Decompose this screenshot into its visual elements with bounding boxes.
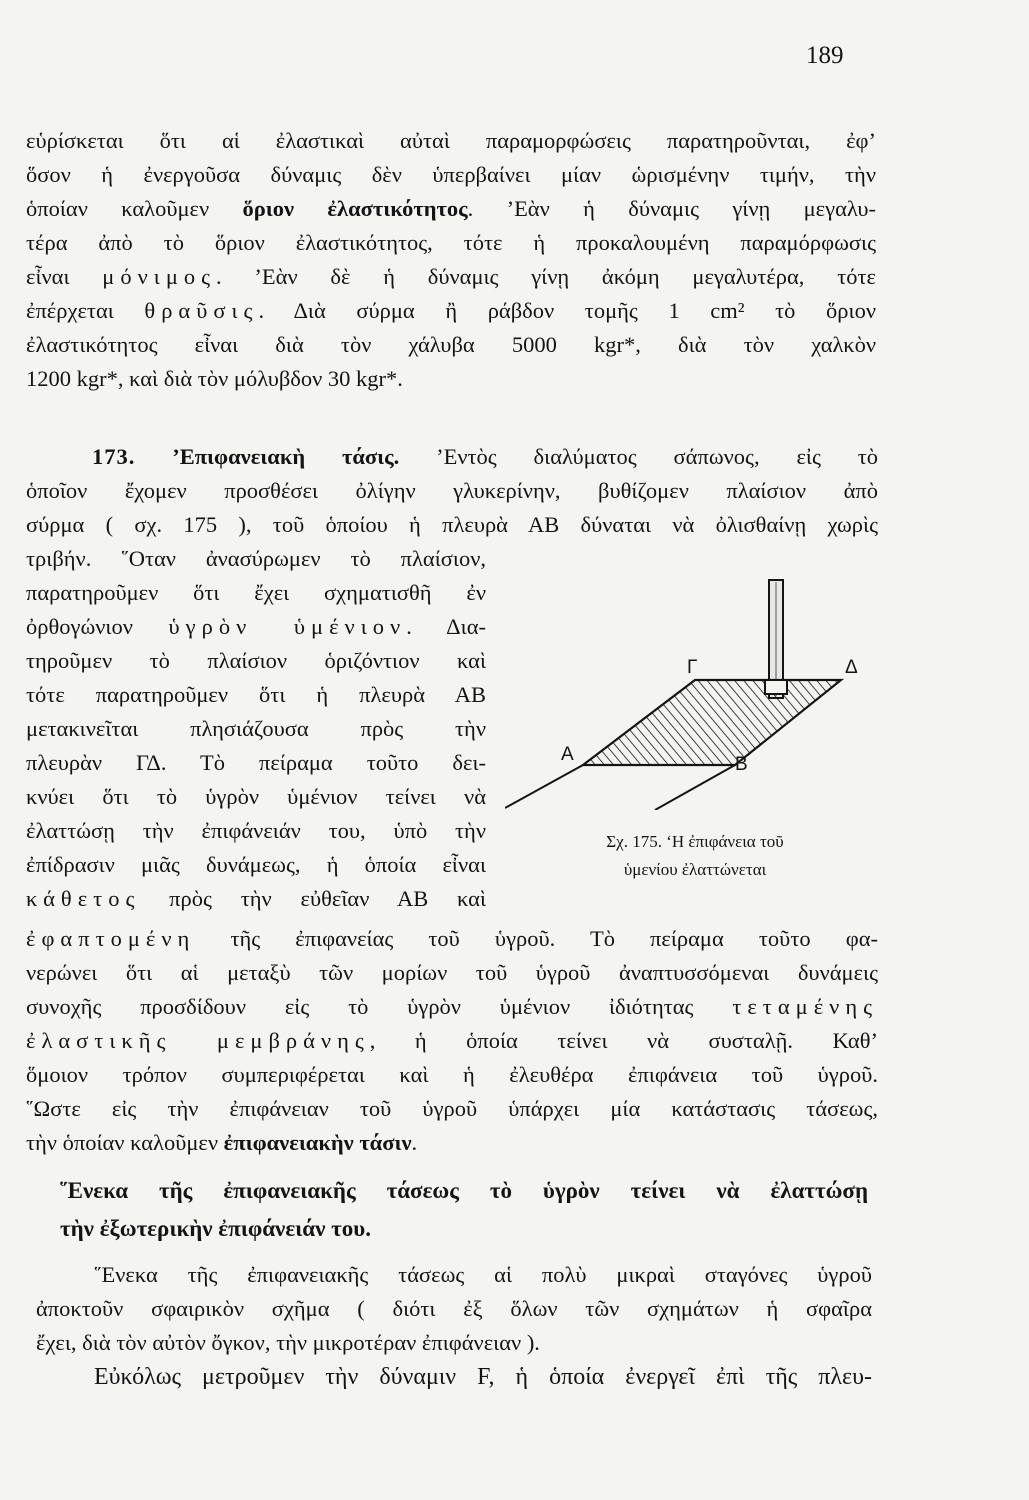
text-line: τηροῦμεν τὸ πλαίσιον ὁριζόντιον καὶ	[26, 648, 486, 673]
text-line: εὑρίσκεται ὅτι αἱ ἐλαστικαὶ αὐταὶ παραμορφώσεις παρατηροῦνται, ἐφ’	[26, 128, 876, 153]
text-line: τριβήν. ῞Οταν ἀνασύρωμεν τὸ πλαίσιον,	[26, 546, 486, 571]
text-line: ῞Ενεκα τῆς ἐπιφανειακῆς τάσεως τὸ ὑγρὸν τείνει νὰ ἐλαττώσῃ	[60, 1178, 868, 1203]
text-line: ἐλαστικῆς μεμβράνης, ἡ ὁποία τείνει νὰ συσταλῇ. Καθ’	[26, 1028, 878, 1053]
paragraph-droplets	[36, 1258, 872, 1360]
text-line: κνύει ὅτι τὸ ὑγρὸν ὑμένιον τείνει νὰ	[26, 784, 486, 809]
text-line: παρατηροῦμεν ὅτι ἔχει σχηματισθῆ ἐν	[26, 580, 486, 605]
text-line: ῞Ενεκα τῆς ἐπιφανειακῆς τάσεως αἱ πολὺ μικραὶ σταγόνες ὑγροῦ	[94, 1262, 872, 1287]
text-line: εἶναι μόνιμος. ’Εὰν δὲ ἡ δύναμις γίνῃ ἀκόμη μεγαλυτέρα, τότε	[26, 264, 876, 289]
text-line: ἐλαστικότητος εἶναι διὰ τὸν χάλυβα 5000 kgr*, διὰ τὸν χαλκὸν	[26, 332, 876, 357]
caption-line: ὑμενίου ἐλαττώνεται	[623, 860, 767, 879]
text-line: μετακινεῖται πλησιάζουσα πρὸς τὴν	[26, 716, 486, 741]
section-text-narrow	[26, 542, 486, 916]
label-alpha: Α	[561, 744, 574, 765]
page-number: 189	[806, 42, 844, 69]
text-line: τὴν ὁποίαν καλοῦμεν ἐπιφανειακὴν τάσιν.	[26, 1130, 418, 1155]
text-line: ἐλαττώσῃ τὴν ἐπιφάνειάν του, ὑπὸ τὴν	[26, 818, 486, 843]
figure-caption	[540, 828, 850, 884]
text-line: σύρμα ( σχ. 175 ), τοῦ ὁποίου ἡ πλευρὰ ΑΒ δύναται νὰ ὀλισθαίνῃ χωρὶς	[26, 512, 878, 537]
text-line: συνοχῆς προσδίδουν εἰς τὸ ὑγρὸν ὑμένιον ἰδιότητας τεταμένης	[26, 994, 878, 1019]
text-line: ῞Ωστε εἰς τὴν ἐπιφάνειαν τοῦ ὑγροῦ ὑπάρχει μία κατάστασις τάσεως,	[26, 1096, 878, 1121]
section-heading-line	[92, 440, 878, 474]
label-beta: Β	[735, 754, 748, 775]
figure-175	[505, 560, 885, 810]
rule-statement	[60, 1172, 868, 1248]
emphasis-perpendicular: κάθετος	[26, 886, 141, 911]
text-line: τὴν ἐξωτερικὴν ἐπιφάνειάν του.	[60, 1216, 371, 1241]
text-line: τότε παρατηροῦμεν ὅτι ἡ πλευρὰ ΑΒ	[26, 682, 486, 707]
text-line: νερώνει ὅτι αἱ μεταξὺ τῶν μορίων τοῦ ὑγροῦ ἀναπτυσσόμεναι δυνάμεις	[26, 960, 878, 985]
text-line: ἐπέρχεται θραῦσις. Διὰ σύρμα ἢ ράβδον τομῆς 1 cm² τὸ ὅριον	[26, 298, 876, 323]
section-text-full-a	[26, 474, 878, 542]
text-line: ὁποῖον ἔχομεν προσθέσει ὀλίγην γλυκερίνην, βυθίζομεν πλαίσιον ἀπὸ	[26, 478, 878, 503]
text-line: πλευρὰν ΓΔ. Τὸ πείραμα τοῦτο δει-	[26, 750, 486, 775]
text-line: ἐφαπτομένη τῆς ἐπιφανείας τοῦ ὑγροῦ. Τὸ πείραμα τοῦτο φα-	[26, 926, 878, 951]
frame-wire-left	[505, 765, 583, 808]
emphasis-elastic-membrane: ἐλαστικῆς μεμβράνης	[26, 1028, 370, 1053]
text-line: κάθετος πρὸς τὴν εὐθεῖαν ΑΒ καὶ	[26, 886, 486, 911]
emphasis-liquid-film: ὑγρὸν ὑμένιον	[168, 614, 407, 639]
text-line: ὁποίαν καλοῦμεν ὅριον ἐλαστικότητος. ’Εὰν ἡ δύναμις γίνῃ μεγαλυ-	[26, 196, 876, 221]
text-line: ὀρθογώνιον ὑγρὸν ὑμένιον. Δια-	[26, 614, 486, 639]
text-line: τέρα ἀπὸ τὸ ὅριον ἐλαστικότητος, τότε ἡ προκαλουμένη παραμόρφωσις	[26, 230, 876, 255]
label-delta: Δ	[845, 657, 858, 678]
text-line: Εὐκόλως μετροῦμεν τὴν δύναμιν F, ἡ ὁποία ἐνεργεῖ ἐπὶ τῆς πλευ-	[94, 1364, 872, 1390]
term-elastic-limit: ὅριον ἐλαστικότητος	[242, 196, 468, 221]
emphasis-tangent: ἐφαπτομένη	[26, 926, 196, 951]
term-surface-tension: ἐπιφανειακὴν τάσιν	[223, 1130, 412, 1155]
section-number: 173.	[92, 444, 136, 469]
emphasis-stretched: τεταμένης	[732, 994, 878, 1019]
section-title: ’Επιφανειακὴ τάσις.	[172, 444, 400, 469]
text-line: 1200 kgr*, καὶ διὰ τὸν μόλυβδον 30 kgr*.	[26, 366, 403, 391]
emphasis-permanent: μόνιμος	[102, 264, 217, 289]
text-line: 173. ’Επιφανειακὴ τάσις. ’Εντὸς διαλύματος σάπωνος, εἰς τὸ	[92, 444, 878, 469]
soap-film-frame-diagram	[505, 560, 885, 810]
label-gamma: Γ	[687, 657, 698, 678]
paragraph-elastic-limit	[26, 124, 876, 396]
caption-line: Σχ. 175. ‘Η ἐπιφάνεια τοῦ	[606, 832, 784, 851]
text-line: ἔχει, διὰ τὸν αὐτὸν ὄγκον, τὴν μικροτέραν ἐπιφάνειαν ).	[36, 1330, 540, 1355]
section-text-full-b	[26, 922, 878, 1160]
frame-wire-right	[655, 765, 735, 810]
text-line: ὅμοιον τρόπον συμπεριφέρεται καὶ ἡ ἐλευθέρα ἐπιφάνεια τοῦ ὑγροῦ.	[26, 1062, 878, 1087]
text-line: ὅσον ἡ ἐνεργοῦσα δύναμις δὲν ὑπερβαίνει μίαν ὡρισμένην τιμήν, τὴν	[26, 162, 876, 187]
text-line: ἀποκτοῦν σφαιρικὸν σχῆμα ( διότι ἐξ ὅλων τῶν σχημάτων ἡ σφαῖρα	[36, 1296, 872, 1321]
paragraph-force	[94, 1360, 872, 1394]
text-line: ἐπίδρασιν μιᾶς δυνάμεως, ἡ ὁποία εἶναι	[26, 852, 486, 877]
liquid-film	[583, 680, 841, 765]
emphasis-fracture: θραῦσις	[144, 298, 259, 323]
